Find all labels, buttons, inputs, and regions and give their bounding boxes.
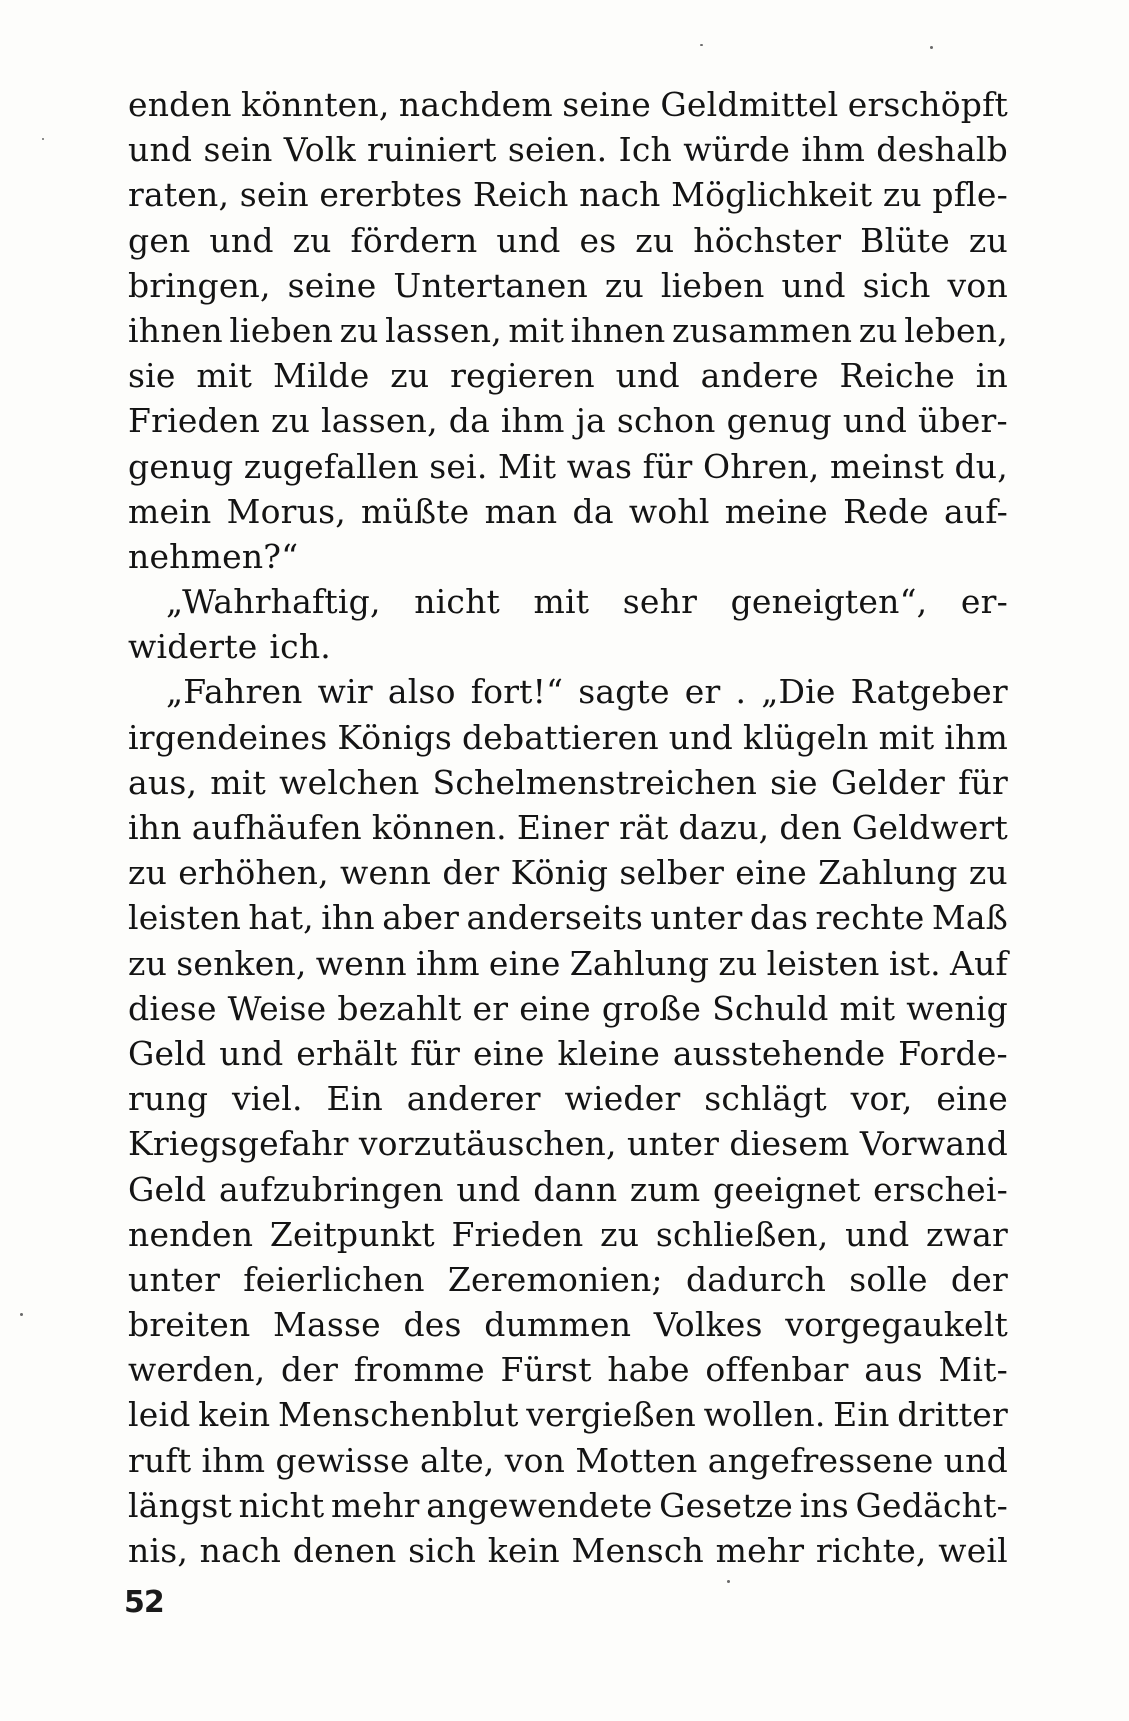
print-speck: [930, 46, 933, 49]
text-line: leisten hat, ihn aber anderseits unter das rechte Maß: [128, 898, 1008, 938]
text-line: ruft ihm gewisse alte, von Motten angefressene und: [128, 1440, 1008, 1480]
text-line: raten, sein ererbtes Reich nach Möglichkeit zu pfle-: [128, 175, 1008, 215]
text-line: zu erhöhen, wenn der König selber eine Zahlung zu: [128, 853, 1008, 893]
body-text: [128, 82, 1008, 1573]
text-line: ihnen lieben zu lassen, mit ihnen zusammen zu leben,: [128, 310, 1008, 350]
text-line: nis, nach denen sich kein Mensch mehr richte, weil: [128, 1531, 1008, 1570]
text-line: zu senken, wenn ihm eine Zahlung zu leisten ist. Auf: [128, 943, 1008, 983]
text-line: „Fahren wir also fort!“ sagte er . „Die Ratgeber: [166, 672, 1008, 712]
text-line: längst nicht mehr angewendete Gesetze ins Gedächt-: [128, 1485, 1008, 1525]
text-line: nenden Zeitpunkt Frieden zu schließen, und zwar: [128, 1214, 1008, 1254]
print-speck: [700, 44, 703, 46]
print-speck: [42, 138, 44, 140]
text-line: mein Morus, müßte man da wohl meine Rede auf-: [128, 491, 1008, 531]
text-line: nehmen?“: [128, 536, 299, 576]
text-line: gen und zu fördern und es zu höchster Blüte zu: [128, 220, 1008, 260]
text-line: aus, mit welchen Schelmenstreichen sie Gelder für: [128, 762, 1008, 802]
text-line: enden könnten, nachdem seine Geldmittel erschöpft: [128, 85, 1008, 124]
text-line: leid kein Menschenblut vergießen wollen. Ein dritter: [128, 1395, 1008, 1435]
text-line: bringen, seine Untertanen zu lieben und sich von: [128, 265, 1008, 305]
print-speck: [20, 1313, 23, 1316]
text-line: „Wahrhaftig, nicht mit sehr geneigten“, er-: [166, 582, 1008, 622]
text-line: diese Weise bezahlt er eine große Schuld mit wenig: [128, 988, 1008, 1028]
page-number: 52: [124, 1585, 164, 1620]
print-speck: [727, 1580, 730, 1583]
text-line: sie mit Milde zu regieren und andere Reiche in: [128, 356, 1008, 396]
text-line: rung viel. Ein anderer wieder schlägt vor, eine: [128, 1079, 1008, 1119]
text-line: ihn aufhäufen können. Einer rät dazu, den Geldwert: [128, 808, 1008, 847]
text-line: breiten Masse des dummen Volkes vorgegaukelt: [128, 1305, 1008, 1345]
text-line: genug zugefallen sei. Mit was für Ohren, meinst du,: [128, 446, 1008, 486]
text-line: Geld und erhält für eine kleine ausstehende Forde-: [128, 1033, 1008, 1073]
text-line: unter feierlichen Zeremonien; dadurch solle der: [128, 1259, 1008, 1299]
text-line: werden, der fromme Fürst habe offenbar aus Mit-: [128, 1350, 1008, 1390]
text-line: Geld aufzubringen und dann zum geeignet erschei-: [128, 1169, 1008, 1209]
text-line: irgendeines Königs debattieren und klügeln mit ihm: [128, 717, 1008, 757]
text-line: Frieden zu lassen, da ihm ja schon genug und über-: [128, 401, 1008, 441]
text-line: und sein Volk ruiniert seien. Ich würde ihm deshalb: [128, 130, 1008, 170]
text-line: Kriegsgefahr vorzutäuschen, unter diesem Vorwand: [128, 1124, 1008, 1164]
text-line: widerte ich.: [128, 627, 332, 667]
